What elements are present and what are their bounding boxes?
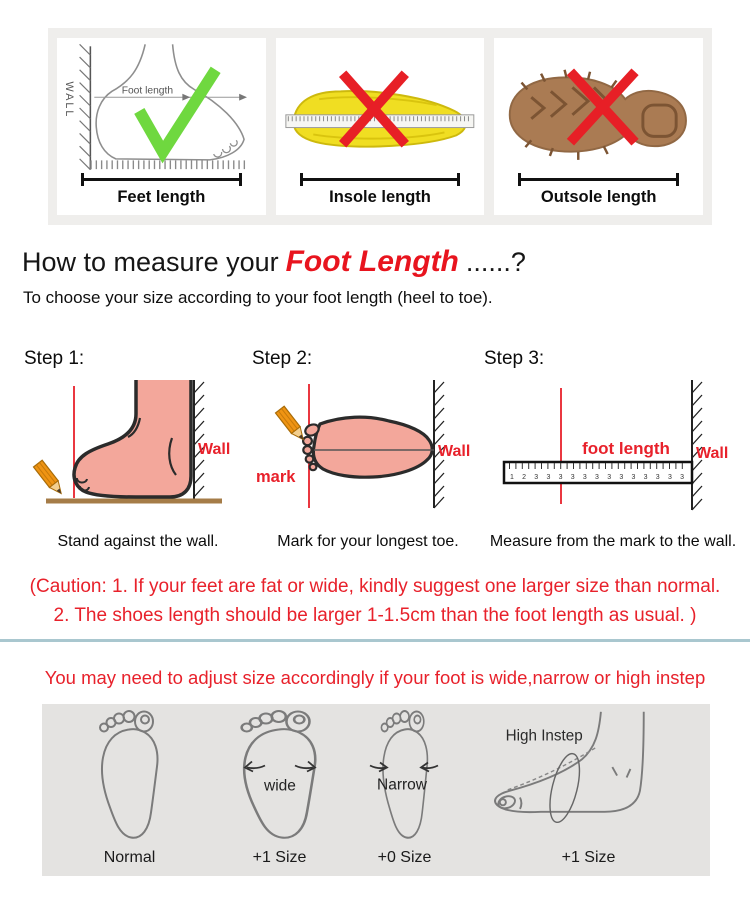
size-label: Normal	[103, 848, 156, 866]
size-label: +1 Size	[561, 848, 616, 866]
narrow-foot-figure	[362, 708, 448, 847]
wall-label: Wall	[438, 443, 470, 460]
foot-length-annotation: Foot length	[121, 85, 174, 97]
measure-steps	[0, 348, 750, 551]
foot-length-label: foot length	[582, 439, 670, 458]
card-label: Feet length	[117, 188, 206, 206]
step-title: Step 1:	[24, 348, 85, 369]
subtitle: To choose your size according to your foot length (heel to toe).	[23, 288, 493, 307]
step-caption: Measure from the mark to the wall.	[489, 533, 737, 550]
foot-top-view	[313, 417, 432, 477]
mark-label: mark	[256, 468, 296, 486]
foot-side-view	[74, 380, 191, 497]
step2-figure	[252, 380, 470, 520]
feet-length-card	[57, 38, 266, 215]
high-instep-figure	[473, 708, 705, 847]
size-item-normal	[42, 704, 217, 876]
step-2	[252, 348, 484, 551]
step-caption: Stand against the wall.	[57, 533, 219, 550]
measure-bracket	[300, 173, 461, 186]
size-label: +1 Size	[252, 848, 307, 866]
pencil-icon	[276, 406, 308, 443]
girth-loop	[544, 751, 585, 825]
size-guide-panel	[42, 704, 710, 876]
caution-line-1: (Caution: 1. If your feet are fat or wide, kindly suggest one larger size than normal.	[29, 576, 721, 597]
measurement-examples-band	[48, 28, 712, 225]
step1-figure	[24, 380, 238, 520]
instep-dashed-line	[507, 748, 595, 790]
measure-bracket	[81, 173, 242, 186]
dimension-arrow-right	[239, 94, 247, 101]
step3-figure	[484, 380, 736, 520]
foot-against-wall-figure	[61, 42, 262, 172]
normal-foot-figure	[87, 708, 173, 847]
title-highlight: Foot Length	[285, 245, 459, 278]
outsole-length-card	[494, 38, 703, 215]
caution-note	[0, 573, 750, 631]
wall-label: Wall	[696, 445, 729, 462]
wall-label: Wall	[198, 441, 231, 458]
wall-vertical-label: WALL	[62, 81, 75, 119]
foot-measure-infographic	[0, 28, 750, 876]
wide-annotation: wide	[263, 777, 296, 795]
size-label: +0 Size	[377, 848, 432, 866]
size-item-wide	[217, 704, 342, 876]
high-instep-annotation: High Instep	[505, 727, 583, 745]
caution-line-2: 2. The shoes length should be larger 1-1.5cm than the foot length as usual. )	[53, 604, 697, 626]
wall-hatch	[194, 382, 204, 497]
wide-foot-figure	[219, 708, 341, 847]
section-divider	[0, 639, 750, 642]
title-prefix: How to measure your	[22, 247, 279, 277]
step-1	[24, 348, 252, 551]
measure-bracket	[518, 173, 679, 186]
outsole-figure	[498, 42, 699, 172]
pencil-icon	[34, 460, 66, 497]
wide-arrows-icon	[245, 761, 315, 771]
size-item-high-instep	[467, 704, 710, 876]
page-title	[22, 245, 750, 279]
size-item-narrow	[342, 704, 467, 876]
step-title: Step 3:	[484, 348, 545, 369]
card-label: Outsole length	[540, 188, 657, 206]
insole-length-card	[276, 38, 485, 215]
wall-hatch	[80, 44, 91, 169]
step-caption: Mark for your longest toe.	[277, 533, 459, 550]
step-3	[484, 348, 742, 551]
narrow-annotation: Narrow	[376, 776, 427, 794]
adjust-size-note: You may need to adjust size accordingly if your foot is wide,narrow or high instep	[44, 666, 706, 688]
title-suffix: ......?	[465, 247, 526, 277]
insole-figure	[280, 42, 481, 172]
card-label: Insole length	[329, 188, 431, 206]
ruler-numbers: 1 2 3 3 3 3 3 3 3 3 3 3 3 3 3	[510, 474, 684, 481]
step-title: Step 2:	[252, 348, 313, 369]
